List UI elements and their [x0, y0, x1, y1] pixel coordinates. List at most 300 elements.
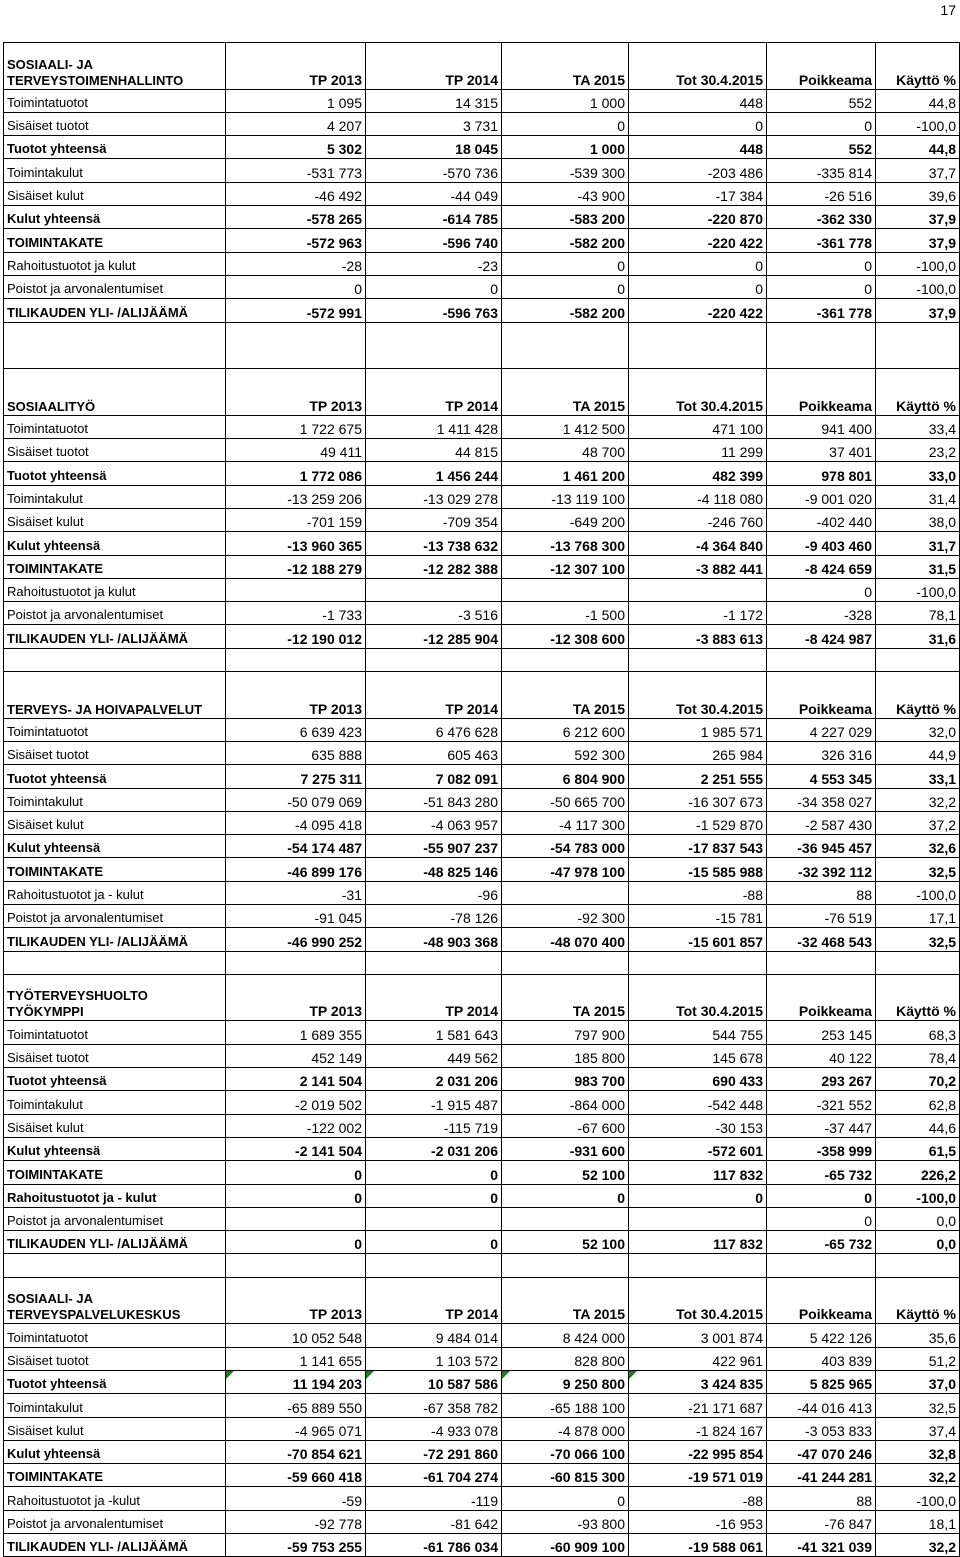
row-label: Toimintatuotot: [4, 1021, 226, 1044]
cell-value: 1 000: [502, 136, 629, 159]
cell-value: 18,1: [876, 1510, 960, 1533]
column-header: TP 2014: [366, 1277, 502, 1324]
cell-value: -582 200: [502, 299, 629, 322]
cell-value: -72 291 860: [366, 1440, 502, 1463]
cell-value: 3 001 874: [629, 1324, 767, 1347]
table-row: [4, 159, 960, 182]
cell-value: 1 095: [226, 89, 366, 112]
column-header: Poikkeama: [767, 974, 876, 1021]
cell-value: 941 400: [767, 415, 876, 438]
cell-value: 544 755: [629, 1021, 767, 1044]
cell-value: 1 000: [502, 89, 629, 112]
cell-value: 3 731: [366, 112, 502, 135]
cell-value: -65 188 100: [502, 1394, 629, 1417]
cell-value: [629, 578, 767, 601]
cell-value: -88: [629, 1487, 767, 1510]
cell-value: -16 953: [629, 1510, 767, 1533]
table-row: [4, 112, 960, 135]
table-row: [4, 811, 960, 834]
cell-value: -48 825 146: [366, 858, 502, 881]
cell-value: -22 995 854: [629, 1440, 767, 1463]
cell-value: 983 700: [502, 1068, 629, 1091]
cell-value: -41 321 039: [767, 1534, 876, 1557]
cell-value: [629, 1207, 767, 1230]
cell-value: 51,2: [876, 1347, 960, 1370]
cell-value: 552: [767, 89, 876, 112]
cell-value: -30 153: [629, 1114, 767, 1137]
cell-value: -28: [226, 252, 366, 275]
cell-value: -1 172: [629, 602, 767, 625]
cell-value: 33,4: [876, 415, 960, 438]
cell-value: 68,3: [876, 1021, 960, 1044]
cell-value: 592 300: [502, 741, 629, 764]
cell-value: 37 401: [767, 439, 876, 462]
cell-value: 32,2: [876, 1464, 960, 1487]
cell-value: -203 486: [629, 159, 767, 182]
table-row: [4, 1394, 960, 1417]
cell-value: 44,6: [876, 1114, 960, 1137]
cell-value: -67 600: [502, 1114, 629, 1137]
table-row: [4, 206, 960, 229]
cell-value: 0: [366, 1231, 502, 1254]
empty-cell: [502, 951, 629, 974]
column-header: Poikkeama: [767, 369, 876, 416]
cell-value: 38,0: [876, 508, 960, 531]
row-label: TOIMINTAKATE: [4, 555, 226, 578]
cell-value: 0: [502, 112, 629, 135]
table-row: [4, 1091, 960, 1114]
cell-value: -115 719: [366, 1114, 502, 1137]
cell-value: -8 424 659: [767, 555, 876, 578]
column-header: Tot 30.4.2015: [629, 43, 767, 90]
cell-value: -55 907 237: [366, 835, 502, 858]
column-header: TA 2015: [502, 43, 629, 90]
table-row: [4, 625, 960, 648]
cell-value: -321 552: [767, 1091, 876, 1114]
empty-cell: [366, 1254, 502, 1277]
cell-value: 0: [629, 1184, 767, 1207]
cell-value: -582 200: [502, 229, 629, 252]
cell-value: -54 174 487: [226, 835, 366, 858]
cell-value: -361 778: [767, 299, 876, 322]
empty-cell: [767, 951, 876, 974]
row-label: Poistot ja arvonalentumiset: [4, 1207, 226, 1230]
cell-value: -61 786 034: [366, 1534, 502, 1557]
cell-value: -54 783 000: [502, 835, 629, 858]
column-header: TP 2014: [366, 43, 502, 90]
cell-value: -539 300: [502, 159, 629, 182]
cell-value: -15 585 988: [629, 858, 767, 881]
section-header-row: [4, 369, 960, 416]
cell-value: -3 053 833: [767, 1417, 876, 1440]
cell-value: -13 738 632: [366, 532, 502, 555]
cell-value: -246 760: [629, 508, 767, 531]
cell-value: -335 814: [767, 159, 876, 182]
cell-value: -8 424 987: [767, 625, 876, 648]
table-row: [4, 462, 960, 485]
table-row: [4, 858, 960, 881]
table-row: [4, 1417, 960, 1440]
column-header: TP 2014: [366, 974, 502, 1021]
cell-value: [226, 1207, 366, 1230]
cell-value: 690 433: [629, 1068, 767, 1091]
cell-value: 2 031 206: [366, 1068, 502, 1091]
cell-value: -4 878 000: [502, 1417, 629, 1440]
column-header: TP 2013: [226, 369, 366, 416]
table-row: [4, 1114, 960, 1137]
cell-value: 11 194 203: [226, 1370, 366, 1393]
cell-value: -100,0: [876, 1184, 960, 1207]
page-number: 17: [940, 2, 956, 18]
cell-value: 7 275 311: [226, 765, 366, 788]
table-row: [4, 1044, 960, 1067]
cell-value: 37,9: [876, 229, 960, 252]
cell-value: 37,4: [876, 1417, 960, 1440]
cell-value: 32,2: [876, 1534, 960, 1557]
empty-cell: [629, 648, 767, 671]
cell-value: -59 753 255: [226, 1534, 366, 1557]
row-label: Sisäiset tuotot: [4, 439, 226, 462]
cell-value: 4 553 345: [767, 765, 876, 788]
cell-value: -51 843 280: [366, 788, 502, 811]
spacer-row: [4, 648, 960, 671]
row-label: TILIKAUDEN YLI- /ALIJÄÄMÄ: [4, 928, 226, 951]
cell-value: 48 700: [502, 439, 629, 462]
cell-value: 7 082 091: [366, 765, 502, 788]
cell-value: 978 801: [767, 462, 876, 485]
cell-value: 33,0: [876, 462, 960, 485]
cell-value: -100,0: [876, 1487, 960, 1510]
cell-value: 0: [226, 1161, 366, 1184]
cell-value: 1 461 200: [502, 462, 629, 485]
column-header: TP 2014: [366, 672, 502, 719]
cell-value: -13 259 206: [226, 485, 366, 508]
cell-value: -1 733: [226, 602, 366, 625]
cell-value: -1 500: [502, 602, 629, 625]
cell-value: 9 484 014: [366, 1324, 502, 1347]
cell-value: 44,9: [876, 741, 960, 764]
cell-value: -92 300: [502, 904, 629, 927]
cell-value: -92 778: [226, 1510, 366, 1533]
cell-value: 117 832: [629, 1161, 767, 1184]
cell-value: 88: [767, 1487, 876, 1510]
cell-value: -572 963: [226, 229, 366, 252]
table-row: [4, 1137, 960, 1160]
cell-value: -4 118 080: [629, 485, 767, 508]
cell-value: -48 903 368: [366, 928, 502, 951]
row-label: Sisäiset kulut: [4, 1114, 226, 1137]
cell-value: 9 250 800: [502, 1370, 629, 1393]
row-label: Toimintatuotot: [4, 718, 226, 741]
cell-value: 17,1: [876, 904, 960, 927]
cell-value: -88: [629, 881, 767, 904]
empty-cell: [366, 648, 502, 671]
cell-value: 452 149: [226, 1044, 366, 1067]
cell-value: 0: [226, 1184, 366, 1207]
column-header: Poikkeama: [767, 1277, 876, 1324]
table-row: [4, 1161, 960, 1184]
cell-value: -119: [366, 1487, 502, 1510]
cell-value: -701 159: [226, 508, 366, 531]
cell-value: -1 824 167: [629, 1417, 767, 1440]
cell-value: 78,1: [876, 602, 960, 625]
table-row: [4, 904, 960, 927]
budget-table: [3, 42, 960, 1557]
cell-value: 23,2: [876, 439, 960, 462]
cell-value: -2 587 430: [767, 811, 876, 834]
cell-value: -100,0: [876, 881, 960, 904]
cell-value: 0: [629, 252, 767, 275]
cell-value: 40 122: [767, 1044, 876, 1067]
cell-value: -100,0: [876, 112, 960, 135]
row-label: Poistot ja arvonalentumiset: [4, 602, 226, 625]
row-label: TOIMINTAKATE: [4, 1161, 226, 1184]
cell-value: 0: [502, 1487, 629, 1510]
cell-value: -32 392 112: [767, 858, 876, 881]
row-label: Tuotot yhteensä: [4, 136, 226, 159]
cell-value: -220 422: [629, 299, 767, 322]
column-header: Tot 30.4.2015: [629, 974, 767, 1021]
row-label: Toimintatuotot: [4, 89, 226, 112]
empty-cell: [629, 322, 767, 369]
cell-value: 6 212 600: [502, 718, 629, 741]
cell-value: 449 562: [366, 1044, 502, 1067]
row-label: TILIKAUDEN YLI- /ALIJÄÄMÄ: [4, 299, 226, 322]
cell-value: 32,5: [876, 928, 960, 951]
cell-value: 0: [366, 1184, 502, 1207]
cell-value: -15 781: [629, 904, 767, 927]
table-row: [4, 1068, 960, 1091]
table-row: [4, 578, 960, 601]
cell-value: 1 412 500: [502, 415, 629, 438]
cell-value: -65 889 550: [226, 1394, 366, 1417]
row-label: Kulut yhteensä: [4, 835, 226, 858]
cell-value: [502, 881, 629, 904]
cell-value: 32,0: [876, 718, 960, 741]
cell-value: -649 200: [502, 508, 629, 531]
row-label: Sisäiset kulut: [4, 1417, 226, 1440]
cell-value: 605 463: [366, 741, 502, 764]
row-label: Toimintatuotot: [4, 415, 226, 438]
cell-value: -13 960 365: [226, 532, 366, 555]
column-header: TP 2013: [226, 974, 366, 1021]
cell-value: 448: [629, 136, 767, 159]
empty-cell: [226, 1254, 366, 1277]
column-header: Tot 30.4.2015: [629, 1277, 767, 1324]
row-label: Toimintakulut: [4, 1091, 226, 1114]
row-label: Rahoitustuotot ja - kulut: [4, 881, 226, 904]
table-row: [4, 741, 960, 764]
cell-value: 10 587 586: [366, 1370, 502, 1393]
row-label: TOIMINTAKATE: [4, 858, 226, 881]
empty-cell: [226, 648, 366, 671]
cell-value: -2 019 502: [226, 1091, 366, 1114]
row-label: Toimintatuotot: [4, 1324, 226, 1347]
row-label: Toimintakulut: [4, 788, 226, 811]
empty-cell: [4, 951, 226, 974]
cell-value: -4 063 957: [366, 811, 502, 834]
cell-value: 44,8: [876, 89, 960, 112]
cell-value: 448: [629, 89, 767, 112]
column-header: TA 2015: [502, 974, 629, 1021]
cell-value: 18 045: [366, 136, 502, 159]
cell-value: -931 600: [502, 1137, 629, 1160]
cell-value: -46 899 176: [226, 858, 366, 881]
cell-value: 6 639 423: [226, 718, 366, 741]
table-row: [4, 1440, 960, 1463]
empty-cell: [876, 1254, 960, 1277]
row-label: Poistot ja arvonalentumiset: [4, 275, 226, 298]
table-row: [4, 1370, 960, 1393]
cell-value: -31: [226, 881, 366, 904]
table-row: [4, 1464, 960, 1487]
cell-value: 403 839: [767, 1347, 876, 1370]
cell-value: -17 837 543: [629, 835, 767, 858]
table-row: [4, 229, 960, 252]
row-label: Sisäiset tuotot: [4, 1347, 226, 1370]
cell-value: -16 307 673: [629, 788, 767, 811]
column-header: TA 2015: [502, 1277, 629, 1324]
cell-value: -59 660 418: [226, 1464, 366, 1487]
cell-value: -26 516: [767, 182, 876, 205]
cell-value: 253 145: [767, 1021, 876, 1044]
cell-value: 0: [226, 1231, 366, 1254]
cell-value: 4 207: [226, 112, 366, 135]
cell-value: -328: [767, 602, 876, 625]
cell-value: -578 265: [226, 206, 366, 229]
row-label: Toimintakulut: [4, 1394, 226, 1417]
empty-cell: [629, 1254, 767, 1277]
cell-value: 32,5: [876, 1394, 960, 1417]
spacer-row: [4, 322, 960, 369]
column-header: Käyttö %: [876, 369, 960, 416]
cell-value: 1 581 643: [366, 1021, 502, 1044]
table-row: [4, 1021, 960, 1044]
cell-value: -13 029 278: [366, 485, 502, 508]
cell-value: -12 285 904: [366, 625, 502, 648]
cell-value: -93 800: [502, 1510, 629, 1533]
table-row: [4, 136, 960, 159]
cell-value: 5 302: [226, 136, 366, 159]
row-label: Rahoitustuotot ja -kulut: [4, 1487, 226, 1510]
cell-value: -19 588 061: [629, 1534, 767, 1557]
column-header: Tot 30.4.2015: [629, 672, 767, 719]
table-row: [4, 1487, 960, 1510]
cell-value: [502, 578, 629, 601]
section-header-row: [4, 1277, 960, 1324]
empty-cell: [876, 648, 960, 671]
table-row: [4, 555, 960, 578]
cell-value: 0: [629, 112, 767, 135]
cell-value: 52 100: [502, 1161, 629, 1184]
empty-cell: [767, 648, 876, 671]
empty-cell: [502, 322, 629, 369]
cell-value: 1 722 675: [226, 415, 366, 438]
cell-value: 44 815: [366, 439, 502, 462]
table-row: [4, 275, 960, 298]
cell-value: -362 330: [767, 206, 876, 229]
cell-value: 0: [767, 252, 876, 275]
table-row: [4, 765, 960, 788]
cell-value: 422 961: [629, 1347, 767, 1370]
cell-value: 0: [226, 275, 366, 298]
cell-value: -43 900: [502, 182, 629, 205]
cell-value: -96: [366, 881, 502, 904]
cell-value: 0: [767, 112, 876, 135]
table-row: [4, 182, 960, 205]
column-header: Käyttö %: [876, 974, 960, 1021]
cell-value: 293 267: [767, 1068, 876, 1091]
empty-cell: [767, 322, 876, 369]
cell-value: -17 384: [629, 182, 767, 205]
row-label: TOIMINTAKATE: [4, 229, 226, 252]
cell-value: -19 571 019: [629, 1464, 767, 1487]
section-title: SOSIAALI- JA TERVEYSTOIMENHALLINTO: [4, 43, 226, 90]
cell-value: -41 244 281: [767, 1464, 876, 1487]
cell-value: -583 200: [502, 206, 629, 229]
cell-value: -12 307 100: [502, 555, 629, 578]
table-row: [4, 439, 960, 462]
table-row: [4, 881, 960, 904]
cell-value: -91 045: [226, 904, 366, 927]
table-row: [4, 928, 960, 951]
cell-value: 145 678: [629, 1044, 767, 1067]
table-row: [4, 835, 960, 858]
cell-value: -61 704 274: [366, 1464, 502, 1487]
cell-value: -12 188 279: [226, 555, 366, 578]
cell-value: 4 227 029: [767, 718, 876, 741]
section-header-row: [4, 672, 960, 719]
cell-value: 0,0: [876, 1207, 960, 1230]
cell-value: 552: [767, 136, 876, 159]
cell-value: 226,2: [876, 1161, 960, 1184]
cell-value: 37,7: [876, 159, 960, 182]
cell-value: 78,4: [876, 1044, 960, 1067]
cell-value: -12 190 012: [226, 625, 366, 648]
table-row: [4, 1347, 960, 1370]
cell-value: -76 519: [767, 904, 876, 927]
table-row: [4, 415, 960, 438]
cell-value: -596 740: [366, 229, 502, 252]
cell-value: [366, 578, 502, 601]
cell-value: -15 601 857: [629, 928, 767, 951]
cell-value: -361 778: [767, 229, 876, 252]
cell-value: -9 403 460: [767, 532, 876, 555]
cell-value: -81 642: [366, 1510, 502, 1533]
cell-value: 326 316: [767, 741, 876, 764]
column-header: TA 2015: [502, 672, 629, 719]
cell-value: -46 492: [226, 182, 366, 205]
cell-value: -76 847: [767, 1510, 876, 1533]
row-label: Sisäiset kulut: [4, 508, 226, 531]
cell-value: 1 985 571: [629, 718, 767, 741]
cell-value: -596 763: [366, 299, 502, 322]
cell-value: 8 424 000: [502, 1324, 629, 1347]
column-header: Käyttö %: [876, 672, 960, 719]
cell-value: 828 800: [502, 1347, 629, 1370]
section-title: SOSIAALITYÖ: [4, 369, 226, 416]
row-label: Sisäiset kulut: [4, 811, 226, 834]
cell-value: -67 358 782: [366, 1394, 502, 1417]
cell-value: 2 141 504: [226, 1068, 366, 1091]
cell-value: -402 440: [767, 508, 876, 531]
empty-cell: [4, 648, 226, 671]
cell-value: 31,6: [876, 625, 960, 648]
empty-cell: [876, 322, 960, 369]
table-row: [4, 1207, 960, 1230]
cell-value: 14 315: [366, 89, 502, 112]
cell-value: 37,9: [876, 206, 960, 229]
